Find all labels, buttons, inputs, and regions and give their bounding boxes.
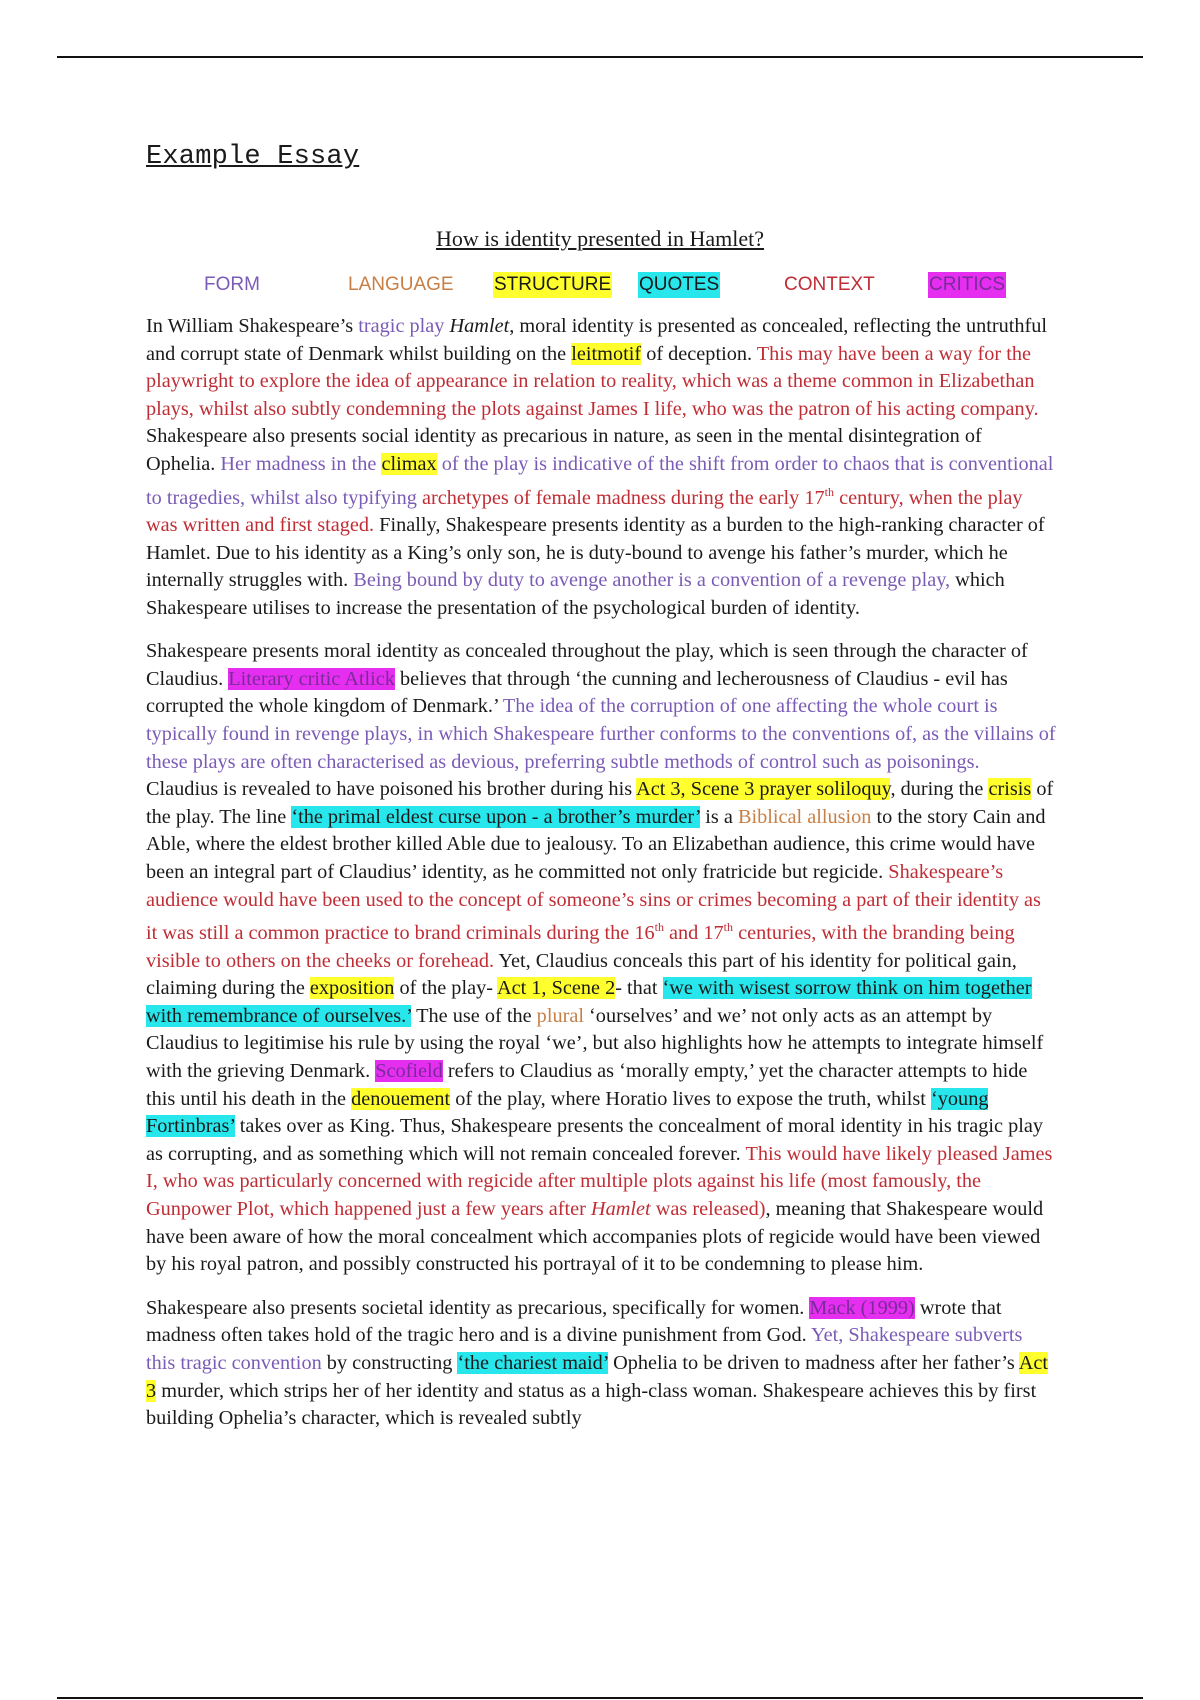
structure-highlight: crisis bbox=[988, 778, 1032, 801]
form-annotation: tragic play bbox=[358, 315, 445, 337]
structure-highlight: Act 3 bbox=[146, 1351, 1049, 1402]
critic-highlight: Literary critic Atlick bbox=[228, 667, 395, 690]
essay-text: , moral identity is presented as concealed, reflecting the untruthful and corrupt state of Denmark whilst building on the bbox=[146, 315, 1048, 365]
structure-highlight: denouement bbox=[351, 1087, 451, 1110]
context-superscript: th bbox=[654, 920, 664, 935]
essay-paragraph bbox=[146, 638, 1056, 1278]
essay-paragraph bbox=[146, 1295, 1056, 1433]
essay-text: Shakespeare also presents social identity as precarious in nature, as seen in the mental disintegration of Ophelia. bbox=[146, 425, 982, 475]
legend-quotes: QUOTES bbox=[638, 272, 720, 298]
language-annotation: Biblical allusion bbox=[737, 805, 872, 828]
structure-highlight: leitmotif bbox=[571, 342, 642, 365]
essay-text: The use of the bbox=[411, 1004, 537, 1027]
top-rule bbox=[57, 56, 1143, 58]
essay-text: of the play, where Horatio lives to expose the truth, whilst bbox=[450, 1087, 932, 1110]
essay-text: refers to Claudius as ‘morally empty,’ yet the character attempts to hide this until his death in the bbox=[146, 1059, 1028, 1110]
essay-text: is a bbox=[700, 805, 738, 828]
language-annotation: plural bbox=[536, 1004, 584, 1027]
essay-text: Shakespeare presents moral identity as concealed throughout the play, which is seen through the character of Claudius. bbox=[146, 640, 1028, 690]
quote-highlight: ‘the primal eldest curse upon - a brother’s murder’ bbox=[291, 805, 701, 828]
context-annotation: This may have been a way for the playwright to explore the idea of appearance in relation to reality, which was a theme common in Elizabethan plays, whilst also subtly condemning the plots against James I life, who was the patron of his acting company. bbox=[146, 342, 1039, 420]
context-annotation: This would have likely pleased James I, who was particularly concerned with regicide after multiple plots against his life (most famously, the Gunpower Plot, which happened just a few years after bbox=[146, 1142, 1053, 1220]
form-annotation: Her madness in the bbox=[220, 452, 382, 475]
essay-text: wrote that madness often takes hold of the tragic hero and is a divine punishment from God. bbox=[146, 1296, 1002, 1347]
structure-highlight: Act 3, Scene 3 prayer soliloquy bbox=[636, 778, 891, 801]
context-annotation: Shakespeare’s audience would have been used to the concept of someone’s sins or crimes becoming a part of their identity as it was still a common practice to brand criminals during the 16 bbox=[146, 861, 1041, 944]
essay-text: Claudius is revealed to have poisoned his brother during his bbox=[146, 778, 637, 801]
essay-text: Shakespeare also presents societal identity as precarious, specifically for women. bbox=[146, 1296, 810, 1319]
context-annotation: archetypes of female madness during the early 17 bbox=[422, 486, 825, 509]
essay-body bbox=[146, 313, 1056, 1449]
context-annotation: and 17 bbox=[663, 922, 724, 944]
context-superscript: th bbox=[723, 920, 734, 935]
essay-text: of deception. bbox=[641, 342, 757, 365]
structure-highlight: Act 1, Scene 2 bbox=[496, 977, 616, 1000]
essay-text: takes over as King. Thus, Shakespeare presents the concealment of moral identity in his tragic play as corrupting, and as something which will not remain concealed forever. bbox=[146, 1115, 1044, 1165]
structure-highlight: climax bbox=[381, 452, 437, 475]
context-superscript: th bbox=[824, 484, 835, 499]
context-italic-title: Hamlet bbox=[590, 1197, 651, 1220]
context-annotation: centuries, with the branding being visible to others on the cheeks or forehead. bbox=[146, 922, 1015, 972]
essay-text: Ophelia to be driven to madness after her father’s bbox=[608, 1351, 1019, 1374]
structure-highlight: exposition bbox=[309, 977, 395, 1000]
play-title: Hamlet bbox=[449, 315, 510, 337]
essay-text: which Shakespeare utilises to increase the presentation of the psychological burden of identity. bbox=[146, 569, 1005, 619]
essay-text: by constructing bbox=[321, 1351, 458, 1374]
essay-text: - that bbox=[615, 977, 663, 1000]
quote-highlight: ‘we with wisest sorrow think on him together with remembrance of ourselves.’ bbox=[146, 977, 1032, 1027]
legend-form: FORM bbox=[204, 274, 260, 295]
critic-highlight: Scofield bbox=[375, 1059, 443, 1082]
context-annotation: century, when the play was written and first staged. bbox=[146, 486, 1023, 536]
essay-text: , during the bbox=[890, 778, 989, 801]
essay-text: to the story Cain and Able, where the eldest brother killed Able due to jealousy. To an Elizabethan audience, this crime would have been an integral part of Claudius’ identity, as he committed not only fratricide but regicide. bbox=[146, 805, 1046, 884]
essay-paragraph bbox=[146, 313, 1056, 622]
essay-question: How is identity presented in Hamlet? bbox=[435, 226, 765, 251]
form-annotation: The idea of the corruption of one affecting the whole court is typically found in revenge plays, in which Shakespeare further conforms to the conventions of, as the villains of these plays are often characterised as devious, preferring subtle methods of control such as poisonings. bbox=[146, 695, 1056, 773]
essay-text: , meaning that Shakespeare would have been aware of how the moral concealment which accompanies plots of regicide would have been viewed by his royal patron, and possibly constructed his portrayal of it to be condemning to please him. bbox=[146, 1197, 1044, 1276]
bottom-rule bbox=[57, 1697, 1143, 1699]
essay-text: of the play. The line bbox=[146, 778, 1054, 828]
essay-text: of the play- bbox=[394, 977, 497, 1000]
essay-text: In William Shakespeare’s bbox=[146, 315, 359, 337]
form-annotation: of the play is indicative of the shift from order to chaos that is conventional to tragedies, whilst also typifying bbox=[146, 452, 1054, 509]
essay-text: ‘ourselves’ and we’ not only acts as an attempt by Claudius to legitimise his rule by using the royal ‘we’, but also highlights how he attempts to integrate himself with the grieving Denmark. bbox=[146, 1004, 1044, 1082]
form-annotation: Being bound by duty to avenge another is a convention of a revenge play, bbox=[353, 569, 951, 592]
legend-structure: STRUCTURE bbox=[493, 272, 612, 298]
essay-text: murder, which strips her of her identity and status as a high-class woman. Shakespeare achieves this by first building Ophelia’s character, which is revealed subtly bbox=[146, 1379, 1037, 1430]
essay-text: believes that through ‘the cunning and lecherousness of Claudius - evil has corrupted the whole kingdom of Denmark.’ bbox=[146, 667, 1008, 718]
essay-text: Yet, Claudius conceals this part of his identity for political gain, claiming during the bbox=[146, 949, 1017, 1000]
context-annotation: was released) bbox=[650, 1197, 766, 1220]
quote-highlight: ‘young Fortinbras’ bbox=[146, 1087, 989, 1138]
quote-highlight: ‘the chariest maid’ bbox=[457, 1351, 609, 1374]
legend-language: LANGUAGE bbox=[348, 274, 454, 295]
form-annotation: Yet, Shakespeare subverts this tragic convention bbox=[146, 1324, 1023, 1374]
critic-highlight: Mack (1999) bbox=[809, 1296, 915, 1319]
page-title: Example Essay bbox=[146, 142, 360, 172]
colour-key-legend bbox=[0, 270, 1200, 300]
essay-text: Finally, Shakespeare presents identity as a burden to the high-ranking character of Hamlet. Due to his identity as a King’s only son, he is duty-bound to avenge his father’s murder, which he internally struggles with. bbox=[146, 513, 1045, 592]
legend-critics: CRITICS bbox=[928, 272, 1006, 298]
legend-context: CONTEXT bbox=[784, 274, 875, 295]
